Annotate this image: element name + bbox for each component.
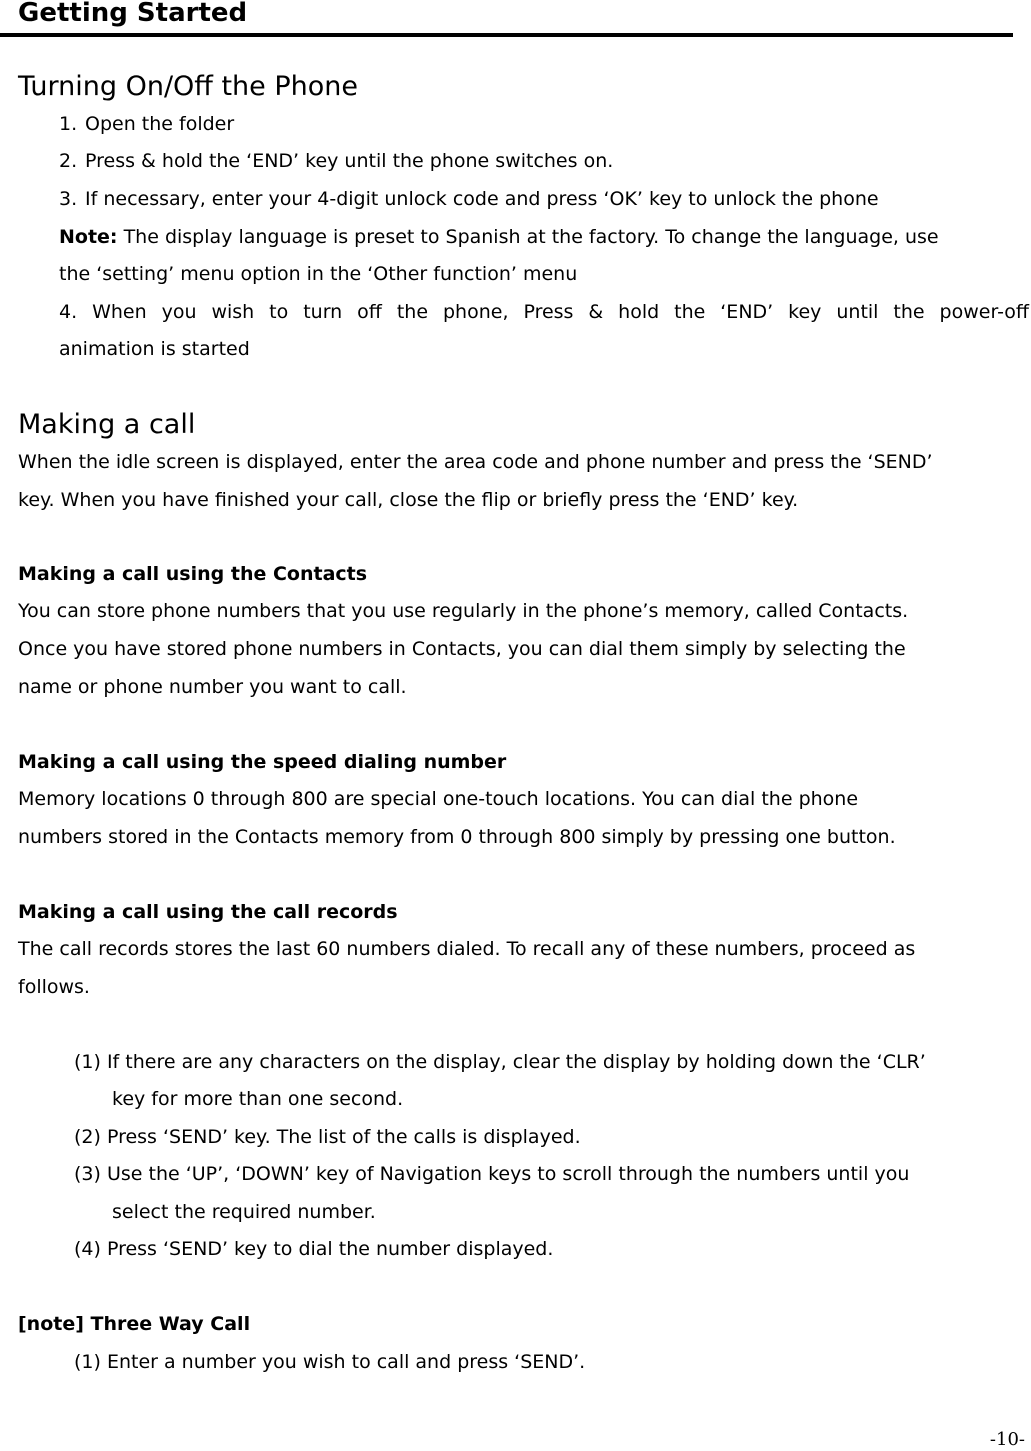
- paragraph: key. When you have finished your call, close the flip or briefly press the ‘END’ key.: [18, 489, 799, 511]
- list-item-continued: select the required number.: [112, 1201, 376, 1223]
- list-item: (1) If there are any characters on the display, clear the display by holding down the ‘CLR’: [74, 1051, 926, 1073]
- note-paragraph-continued: the ‘setting’ menu option in the ‘Other function’ menu: [59, 263, 578, 285]
- list-item-continued: key for more than one second.: [112, 1088, 404, 1110]
- list-item: (3) Use the ‘UP’, ‘DOWN’ key of Navigation keys to scroll through the numbers until you: [74, 1163, 910, 1185]
- chapter-title: Getting Started: [18, 0, 248, 28]
- paragraph: numbers stored in the Contacts memory from 0 through 800 simply by pressing one button.: [18, 826, 896, 848]
- paragraph: name or phone number you want to call.: [18, 676, 407, 698]
- note-label: Note:: [59, 226, 118, 248]
- paragraph: Once you have stored phone numbers in Contacts, you can dial them simply by selecting the: [18, 638, 906, 660]
- section-heading-turning-on-off: Turning On/Off the Phone: [18, 71, 359, 102]
- subheading-contacts: Making a call using the Contacts: [18, 563, 368, 585]
- subheading-speed-dialing: Making a call using the speed dialing number: [18, 751, 507, 773]
- paragraph: You can store phone numbers that you use regularly in the phone’s memory, called Contacts.: [18, 600, 909, 622]
- list-item: (4) Press ‘SEND’ key to dial the number displayed.: [74, 1238, 554, 1260]
- section-heading-making-a-call: Making a call: [18, 409, 196, 440]
- subheading-call-records: Making a call using the call records: [18, 901, 398, 923]
- list-item: 4. When you wish to turn off the phone, Press & hold the ‘END’ key until the power-off: [59, 301, 1029, 323]
- list-item: (2) Press ‘SEND’ key. The list of the calls is displayed.: [74, 1126, 581, 1148]
- list-item-continued: animation is started: [59, 338, 250, 360]
- title-rule: [0, 33, 1013, 37]
- paragraph: follows.: [18, 976, 90, 998]
- subheading-three-way-call: [note] Three Way Call: [18, 1313, 251, 1335]
- list-item: (1) Enter a number you wish to call and press ‘SEND’.: [74, 1351, 586, 1373]
- note-paragraph: Note: The display language is preset to Spanish at the factory. To change the language, use: [59, 226, 939, 248]
- paragraph: When the idle screen is displayed, enter the area code and phone number and press the ‘SEND’: [18, 451, 933, 473]
- page-number: -10-: [989, 1429, 1025, 1450]
- paragraph: Memory locations 0 through 800 are special one-touch locations. You can dial the phone: [18, 788, 859, 810]
- list-item: 3. If necessary, enter your 4-digit unlock code and press ‘OK’ key to unlock the phone: [59, 188, 879, 210]
- list-item: 1. Open the folder: [59, 113, 235, 135]
- paragraph: The call records stores the last 60 numbers dialed. To recall any of these numbers, proceed as: [18, 938, 916, 960]
- list-item: 2. Press & hold the ‘END’ key until the phone switches on.: [59, 150, 614, 172]
